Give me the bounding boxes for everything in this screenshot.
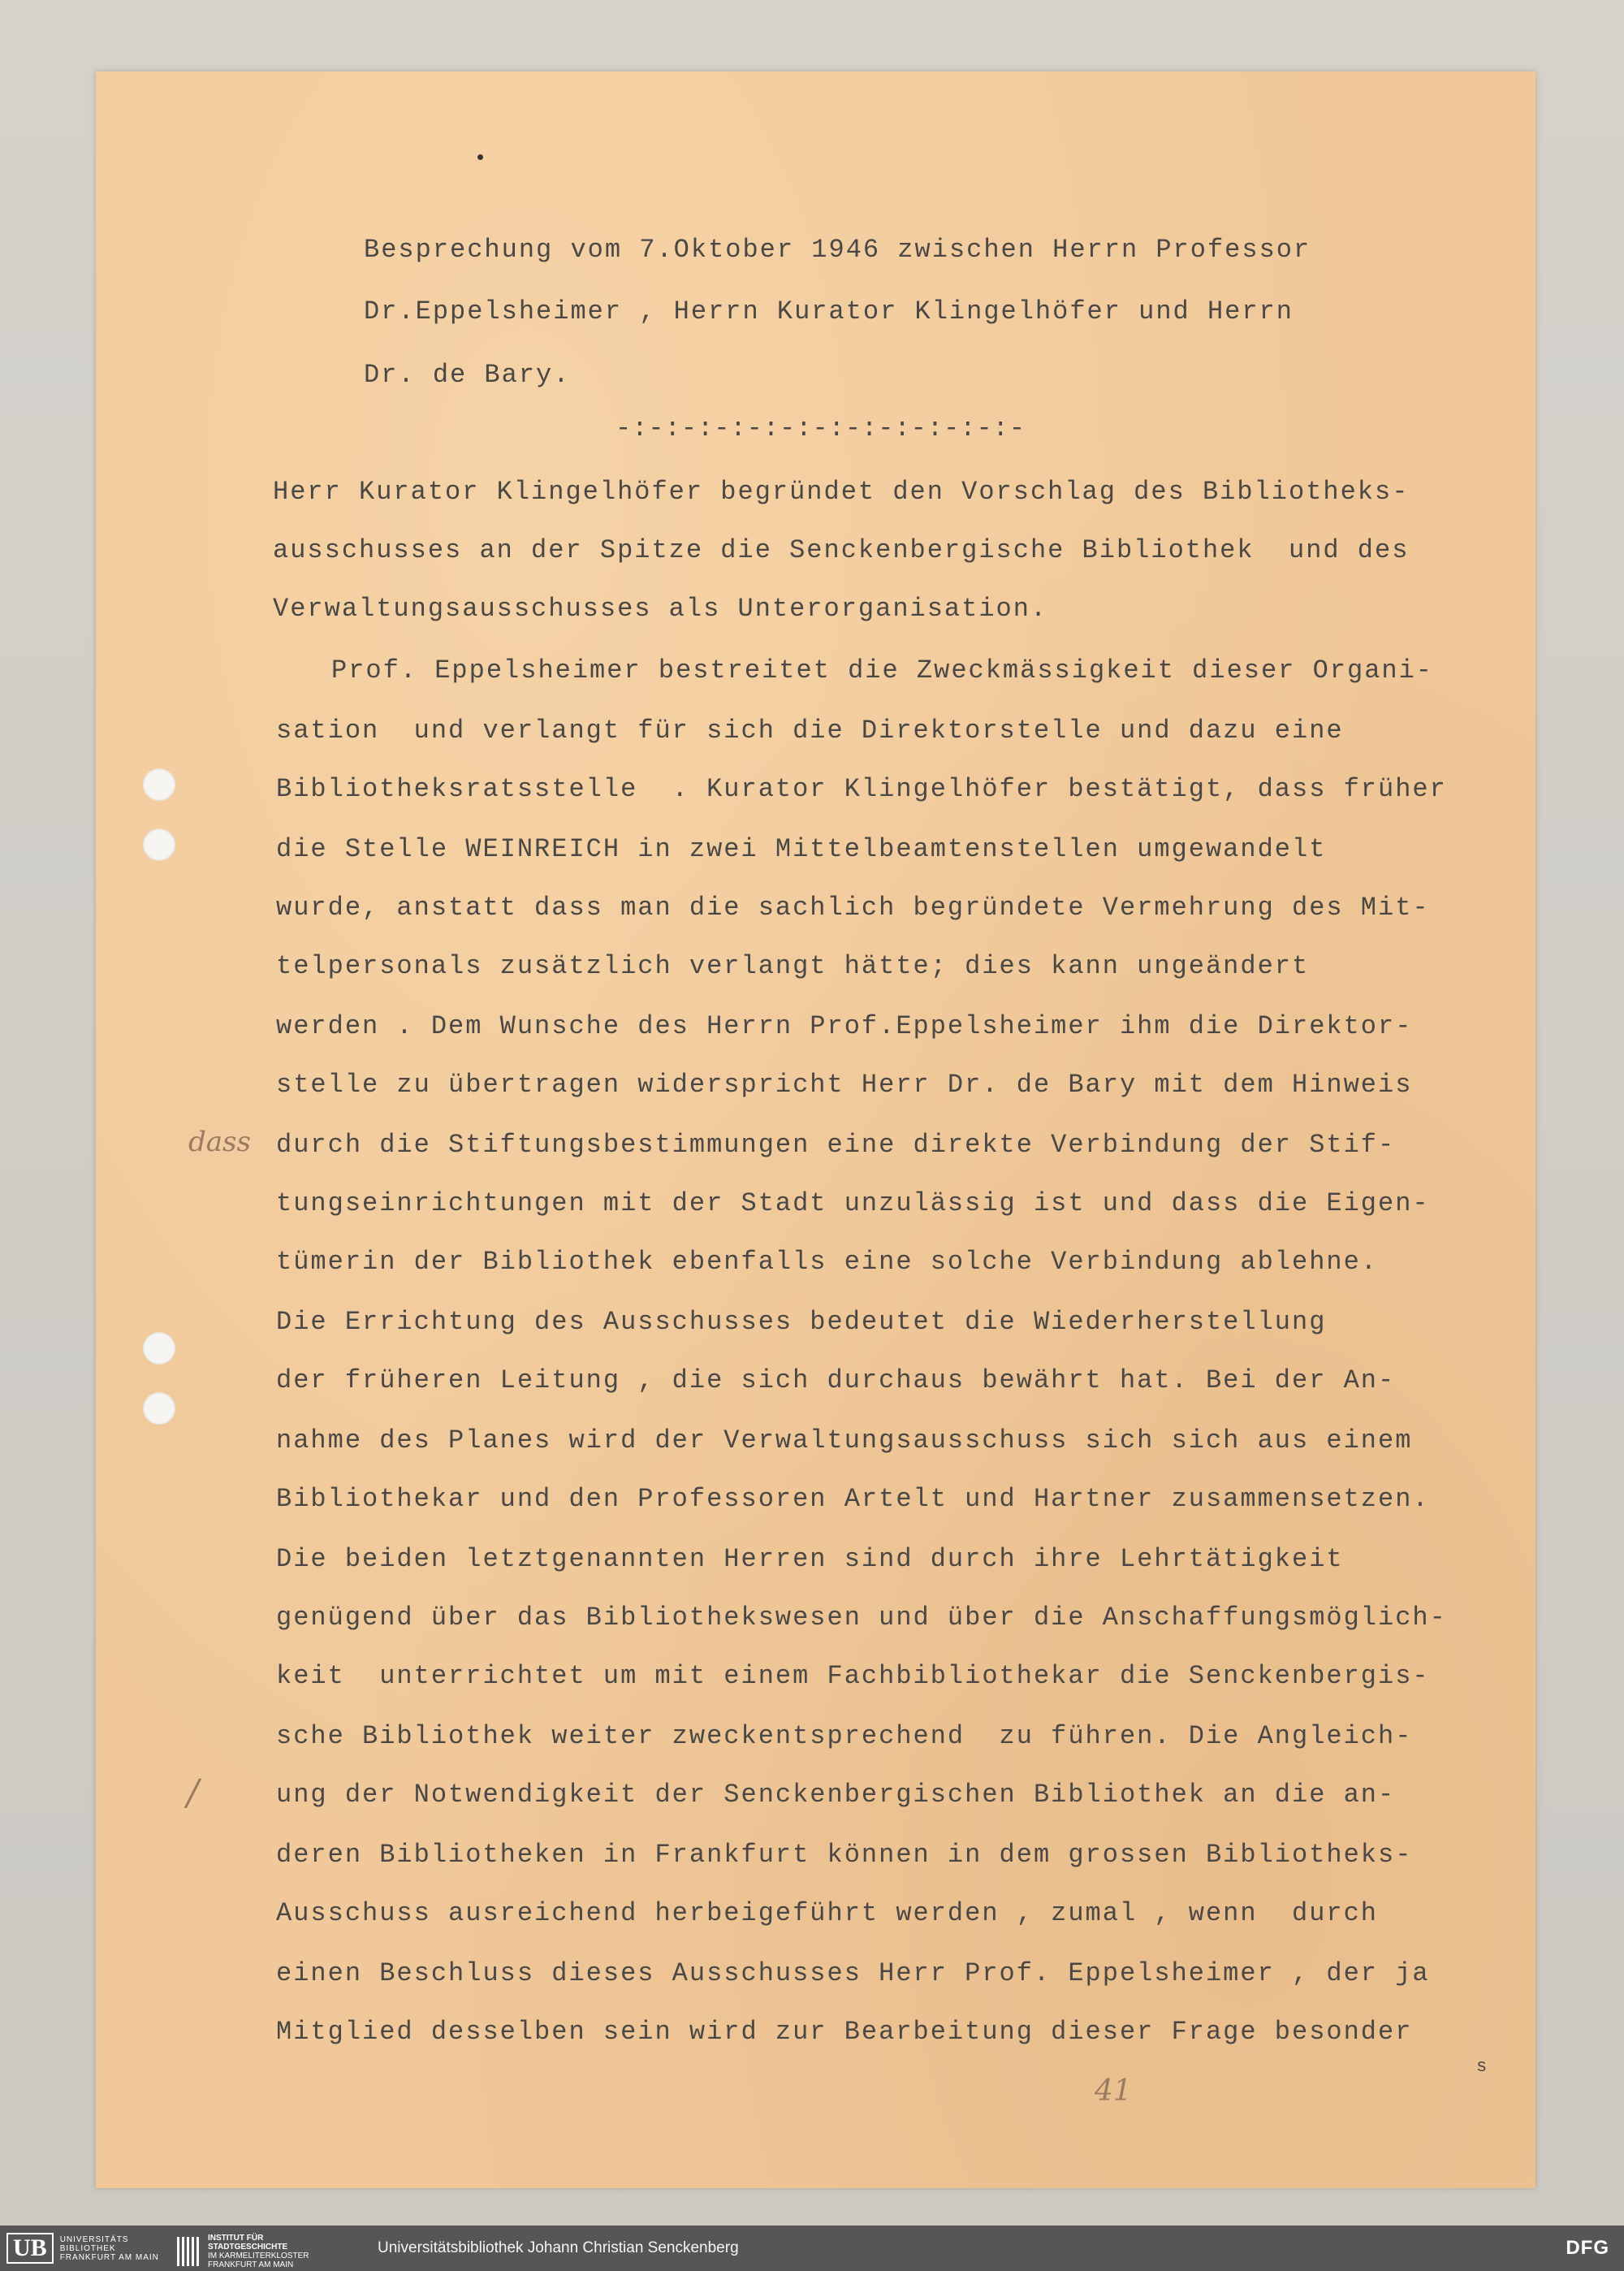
- body-line-28: s: [1476, 2057, 1489, 2077]
- body-line-12: durch die Stiftungsbestimmungen eine direkte Verbindung der Stif-: [276, 1130, 1396, 1160]
- body-line-17: nahme des Planes wird der Verwaltungsausschuss sich sich aus einem: [276, 1425, 1413, 1456]
- body-line-7: die Stelle WEINREICH in zwei Mittelbeamtenstellen umgewandelt: [276, 834, 1327, 864]
- footer-library-name: Universitätsbibliothek Johann Christian Senckenberg: [378, 2239, 739, 2256]
- body-line-6: Bibliotheksratsstelle . Kurator Klingelhöfer bestätigt, dass früher: [276, 774, 1447, 804]
- ifs-line-3: IM KARMELITERKLOSTER: [208, 2252, 309, 2260]
- body-line-22: sche Bibliothek weiter zweckentsprechend zu führen. Die Angleich-: [276, 1721, 1413, 1751]
- ub-name: [60, 2235, 159, 2262]
- body-line-4: Prof. Eppelsheimer bestreitet die Zweckmässigkeit dieser Organi-: [331, 655, 1433, 686]
- body-line-25: Ausschuss ausreichend herbeigeführt werden , zumal , wenn durch: [276, 1898, 1378, 1928]
- ifs-line-4: FRANKFURT AM MAIN: [208, 2260, 294, 2269]
- body-line-11: stelle zu übertragen widerspricht Herr Dr. de Bary mit dem Hinweis: [276, 1070, 1413, 1100]
- margin-note-dass: dass: [188, 1126, 251, 1158]
- ub-line-1: UNIVERSITÄTS: [59, 2234, 129, 2244]
- body-line-9: telpersonals zusätzlich verlangt hätte; dies kann ungeändert: [276, 951, 1310, 981]
- body-line-1: Herr Kurator Klingelhöfer begründet den Vorschlag des Bibliotheks-: [273, 477, 1410, 507]
- ub-line-2: BIBLIOTHEK: [59, 2243, 116, 2253]
- separator-line: -:-:-:-:-:-:-:-:-:-:-:-:-: [615, 413, 1026, 443]
- punch-hole-4: [143, 1392, 175, 1425]
- heading-line-1: Besprechung vom 7.Oktober 1946 zwischen Herrn Professor: [364, 235, 1311, 265]
- body-line-21: keit unterrichtet um mit einem Fachbibliothekar die Senckenbergis-: [276, 1661, 1430, 1691]
- heading-line-2: Dr.Eppelsheimer , Herrn Kurator Klingelhöfer und Herrn: [364, 296, 1294, 327]
- punch-hole-3: [143, 1332, 175, 1365]
- body-line-24: deren Bibliotheken in Frankfurt können in dem grossen Bibliotheks-: [276, 1840, 1413, 1870]
- ifs-line-2: STADTGESCHICHTE: [208, 2243, 288, 2252]
- body-line-26: einen Beschluss dieses Ausschusses Herr Prof. Eppelsheimer , der ja: [276, 1958, 1430, 1988]
- body-line-18: Bibliothekar und den Professoren Artelt und Hartner zusammensetzen.: [276, 1484, 1430, 1514]
- body-line-13: tungseinrichtungen mit der Stadt unzulässig ist und dass die Eigen-: [276, 1188, 1430, 1218]
- ub-mark: UB: [6, 2233, 54, 2264]
- ifs-logo: [177, 2234, 309, 2269]
- paper-speck: [477, 154, 483, 160]
- ub-line-3: FRANKFURT AM MAIN: [59, 2252, 159, 2262]
- body-line-15: Die Errichtung des Ausschusses bedeutet die Wiederherstellung: [276, 1307, 1327, 1337]
- body-line-20: genügend über das Bibliothekswesen und über die Anschaffungsmöglich-: [276, 1603, 1447, 1633]
- ifs-mark-icon: [177, 2237, 201, 2266]
- body-line-5: sation und verlangt für sich die Direktorstelle und dazu eine: [276, 716, 1344, 746]
- body-line-8: wurde, anstatt dass man die sachlich begründete Vermehrung des Mit-: [276, 893, 1430, 923]
- body-line-3: Verwaltungsausschusses als Unterorganisation.: [273, 594, 1048, 624]
- body-line-16: der früheren Leitung , die sich durchaus bewährt hat. Bei der An-: [276, 1365, 1396, 1395]
- ifs-name: [208, 2234, 309, 2269]
- ub-logo: [6, 2232, 159, 2265]
- body-line-23: ung der Notwendigkeit der Senckenbergischen Bibliothek an die an-: [276, 1780, 1396, 1810]
- body-line-27: Mitglied desselben sein wird zur Bearbeitung dieser Frage besonder: [276, 2017, 1413, 2047]
- document-page: [96, 71, 1535, 2188]
- ifs-line-1: INSTITUT FÜR: [208, 2234, 264, 2243]
- footer-bar: [0, 2226, 1624, 2271]
- body-line-19: Die beiden letztgenannten Herren sind durch ihre Lehrtätigkeit: [276, 1544, 1344, 1574]
- typed-text-block: [96, 71, 1489, 2077]
- dfg-logo: DFG: [1566, 2237, 1609, 2259]
- heading-line-3: Dr. de Bary.: [364, 360, 571, 390]
- page-number: 41: [1095, 2074, 1132, 2108]
- body-line-14: tümerin der Bibliothek ebenfalls eine solche Verbindung ablehne.: [276, 1247, 1378, 1277]
- body-line-2: ausschusses an der Spitze die Senckenbergische Bibliothek und des: [273, 535, 1410, 565]
- body-line-10: werden . Dem Wunsche des Herrn Prof.Eppelsheimer ihm die Direktor-: [276, 1011, 1413, 1041]
- margin-note-stroke: /: [187, 1772, 199, 1814]
